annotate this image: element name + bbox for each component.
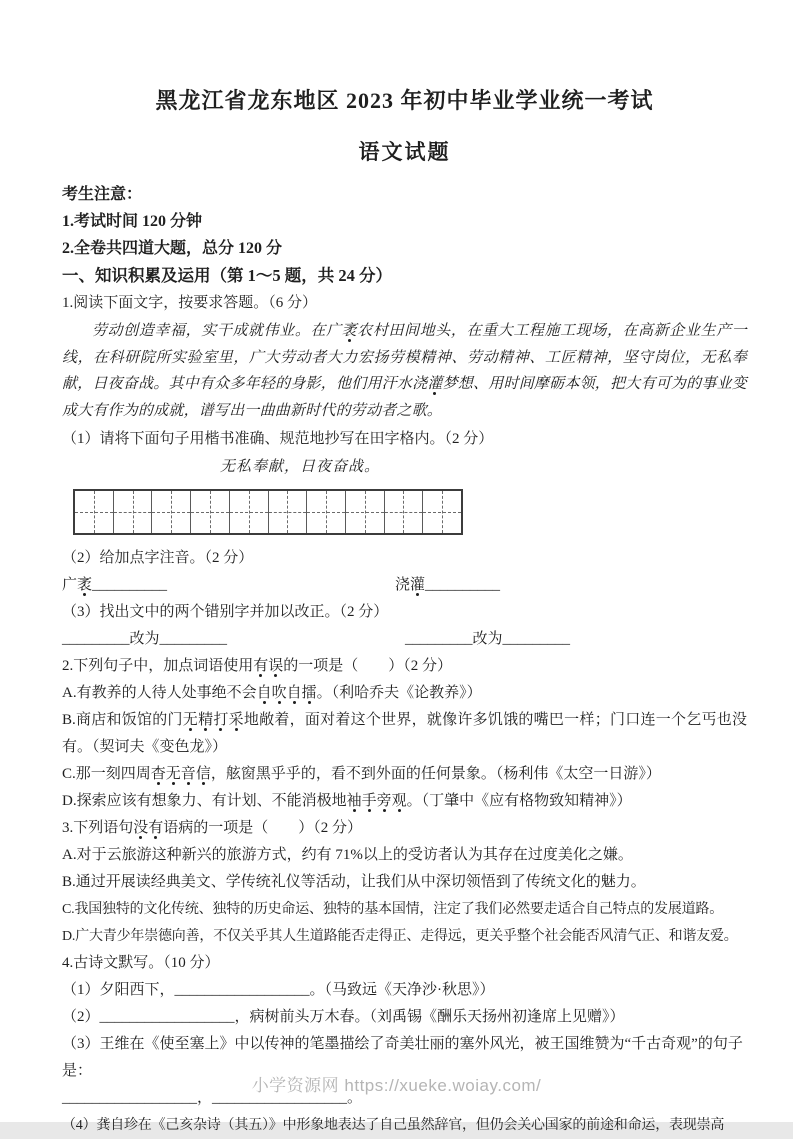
tianzige-grid bbox=[73, 489, 463, 535]
tianzige-cell bbox=[114, 491, 153, 533]
tianzige-cell bbox=[385, 491, 424, 533]
q1-sub3-label: （3）找出文中的两个错别字并加以改正。（2 分） bbox=[62, 604, 389, 620]
notice-item-exam-time: 1.考试时间 120 分钟 bbox=[62, 213, 203, 230]
q3-option-b: B.通过开展读经典美文、学传统礼仪等活动，让我们从中深切领悟到了传统文化的魅力。 bbox=[62, 874, 646, 890]
footer-watermark: 小学资源网 https://xueke.woiay.com/ bbox=[251, 1076, 542, 1095]
q1-sub1-label: （1）请将下面句子用楷书准确、规范地抄写在田字格内。（2 分） bbox=[62, 431, 494, 447]
q1-passage: 劳动创造幸福，实干成就伟业。在广袤农村田间地头，在重大工程施工现场，在高新企业生产一线，在科研院所实验室里，广大劳动者大力宏扬劳模精神、劳动精神、工匠精神，坚守岗位，无私奉献，日夜奋战。其中有众多年轻的身影，他们用汗水浇灌梦想、用时间摩砺本领，把大有可为的事业变成大有作为的成就，谱写出一曲曲新时代的劳动者之歌。 bbox=[62, 323, 747, 419]
page-title: 黑龙江省龙东地区 2023 年初中毕业学业统一考试 bbox=[155, 88, 654, 113]
q3-option-d: D.广大青少年崇德向善，不仅关乎其人生道路能否走得正、走得远，更关乎整个社会能否风清气正、和谐友爱。 bbox=[62, 929, 738, 944]
tianzige-cell bbox=[191, 491, 230, 533]
q4-item-2: （2）__________________，病树前头万木春。（刘禹锡《酬乐天扬州初逢席上见赠》） bbox=[62, 1009, 625, 1025]
q2-option-b: B.商店和饭馆的门无精打采地敞着，面对着这个世界，就像许多饥饿的嘴巴一样；门口连一个乞丐也没有。（契诃夫《变色龙》） bbox=[62, 712, 747, 755]
q3-option-c: C.我国独特的文化传统、独特的历史命运、独特的基本国情，注定了我们必然要走适合自己特点的发展道路。 bbox=[62, 902, 724, 917]
q1-sub3-row bbox=[62, 626, 747, 653]
q1-copy-sentence: 无私奉献，日夜奋战。 bbox=[220, 459, 381, 475]
tianzige-cell bbox=[230, 491, 269, 533]
q1-sub2-row bbox=[62, 572, 747, 599]
tianzige-cell bbox=[423, 491, 461, 533]
q1-stem: 1.阅读下面文字，按要求答题。（6 分） bbox=[62, 295, 318, 311]
tianzige-cell bbox=[307, 491, 346, 533]
q2-option-c: C.那一刻四周杳无音信，舷窗黑乎乎的，看不到外面的任何景象。（杨利伟《太空一日游》） bbox=[62, 766, 661, 782]
q4-stem: 4.古诗文默写。（10 分） bbox=[62, 955, 220, 971]
pinyin-blank-jiaoguan: 浇灌__________ bbox=[395, 577, 501, 593]
correction-blank-2: _________改为_________ bbox=[405, 631, 571, 647]
tianzige-cell bbox=[75, 491, 114, 533]
correction-blank-1: _________改为_________ bbox=[62, 631, 228, 647]
q2-option-a: A.有教养的人待人处事绝不会自吹自擂。（利哈乔夫《论教养》） bbox=[62, 685, 482, 701]
tianzige-cell bbox=[346, 491, 385, 533]
notice-item-total-score: 2.全卷共四道大题，总分 120 分 bbox=[62, 240, 283, 257]
paper-subtitle: 语文试题 bbox=[358, 140, 451, 164]
q3-stem: 3.下列语句没有语病的一项是（ ）（2 分） bbox=[62, 820, 363, 836]
q4-item-3-stem: （3）王维在《使至塞上》中以传神的笔墨描绘了奇美壮丽的塞外风光，被王国维赞为“千古奇观”的句子是： bbox=[62, 1036, 743, 1079]
q3-option-a: A.对于云旅游这种新兴的旅游方式，约有 71%以上的受访者认为其存在过度美化之嫌。 bbox=[62, 847, 633, 863]
tianzige-cell bbox=[152, 491, 191, 533]
q2-stem: 2.下列句子中，加点词语使用有误的一项是（ ）（2 分） bbox=[62, 658, 453, 674]
q2-option-d: D.探索应该有想象力、有计划、不能消极地袖手旁观。（丁肇中《应有格物致知精神》） bbox=[62, 793, 632, 809]
tianzige-cell bbox=[269, 491, 308, 533]
q1-sub2-label: （2）给加点字注音。（2 分） bbox=[62, 550, 254, 566]
pinyin-blank-guangmao: 广袤__________ bbox=[62, 577, 168, 593]
section-1-heading: 一、知识积累及运用（第 1～5 题，共 24 分） bbox=[62, 266, 392, 285]
notice-heading: 考生注意： bbox=[62, 186, 143, 203]
q4-item-1: （1）夕阳西下，__________________。（马致远《天净沙·秋思》） bbox=[62, 982, 495, 998]
q4-item-3-blanks: __________________，__________________。 bbox=[62, 1090, 363, 1106]
q4-item-4: （4）龚自珍在《己亥杂诗（其五）》中形象地表达了自己虽然辞官，但仍会关心国家的前途和命运，表现崇高 bbox=[62, 1118, 725, 1133]
